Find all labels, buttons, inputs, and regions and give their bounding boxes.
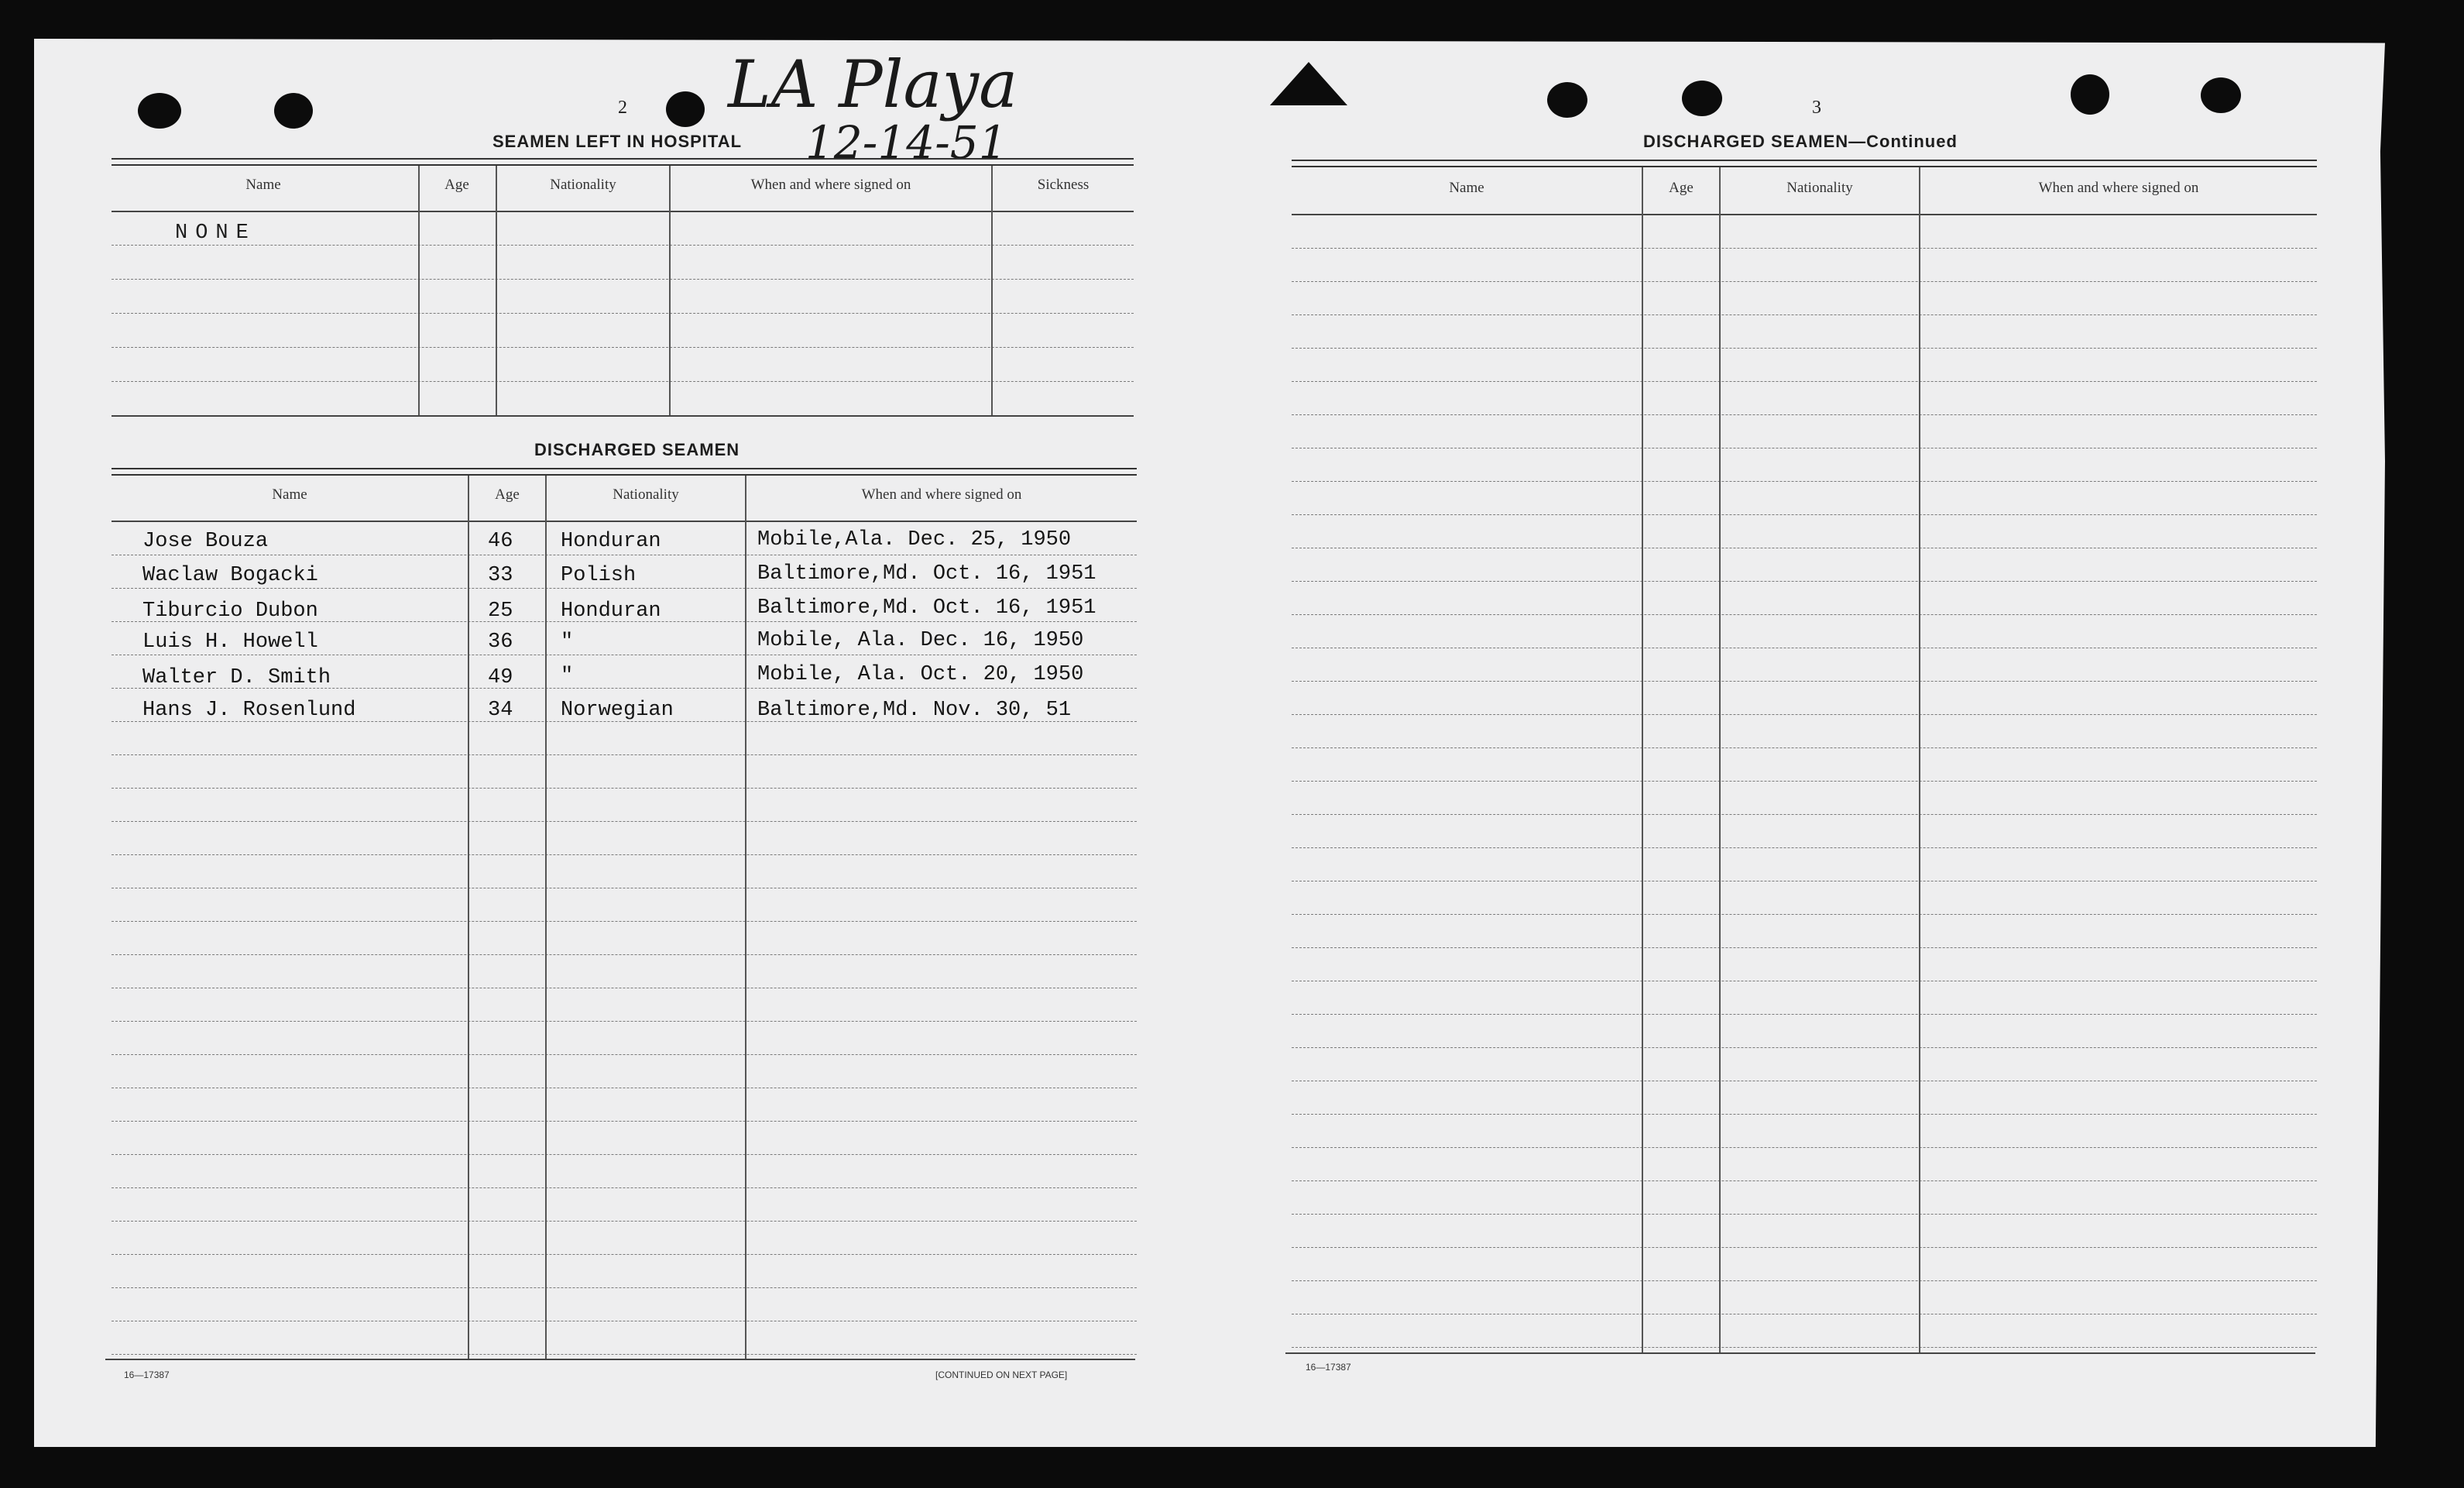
handwritten-ship-name: LA Playa xyxy=(728,46,1018,122)
row-line xyxy=(112,1254,1137,1255)
seaman-nationality: Honduran xyxy=(561,600,661,623)
rule xyxy=(112,158,1134,166)
seaman-nationality: " xyxy=(561,665,574,688)
row-line xyxy=(1292,1247,2317,1248)
rule xyxy=(1292,160,2317,167)
column-header: When and where signed on xyxy=(750,177,911,193)
row-line xyxy=(112,313,1134,314)
row-line xyxy=(112,1354,1137,1355)
row-line xyxy=(112,788,1137,789)
row-line xyxy=(1292,614,2317,615)
column-header: Nationality xyxy=(613,486,679,503)
column-header: Age xyxy=(1669,180,1694,196)
rule xyxy=(112,415,1134,417)
seaman-signed-on: Baltimore,Md. Oct. 16, 1951 xyxy=(757,562,1096,586)
seaman-age: 36 xyxy=(488,631,513,654)
rule xyxy=(112,521,1137,522)
seaman-nationality: Norwegian xyxy=(561,699,674,722)
row-line xyxy=(1292,681,2317,682)
seaman-age: 25 xyxy=(488,600,513,623)
row-line xyxy=(1292,847,2317,848)
punch-hole xyxy=(1547,82,1587,118)
row-line xyxy=(112,1121,1137,1122)
seaman-name: Luis H. Howell xyxy=(142,631,318,654)
seaman-age: 34 xyxy=(488,699,513,722)
row-line xyxy=(1292,947,2317,948)
row-line xyxy=(1292,747,2317,748)
row-line xyxy=(1292,714,2317,715)
seaman-signed-on: Mobile,Ala. Dec. 25, 1950 xyxy=(757,528,1072,552)
seaman-age: 49 xyxy=(488,666,513,689)
seaman-name: Walter D. Smith xyxy=(142,666,331,689)
row-line xyxy=(1292,1114,2317,1115)
column-header: Age xyxy=(495,486,520,503)
punch-hole xyxy=(2071,74,2109,115)
column-divider xyxy=(468,476,469,1359)
seaman-nationality: Honduran xyxy=(561,530,661,553)
seaman-signed-on: Baltimore,Md. Oct. 16, 1951 xyxy=(757,596,1096,620)
discharged-title: DISCHARGED SEAMEN xyxy=(534,440,740,459)
row-line xyxy=(112,1054,1137,1055)
column-header: Nationality xyxy=(550,177,616,193)
none-entry: NONE xyxy=(175,222,256,245)
row-line xyxy=(1292,781,2317,782)
row-line xyxy=(112,279,1134,280)
rule xyxy=(112,468,1137,476)
column-divider xyxy=(745,476,746,1359)
seaman-name: Waclaw Bogacki xyxy=(142,564,318,587)
document-sheet xyxy=(34,39,2385,1447)
row-line xyxy=(1292,581,2317,582)
column-divider xyxy=(669,166,671,415)
row-line xyxy=(1292,1147,2317,1148)
page-number: 2 xyxy=(618,98,627,118)
handwritten-date: 12-14-51 xyxy=(805,116,1007,169)
torn-corner xyxy=(1270,62,1347,105)
rule xyxy=(112,211,1134,212)
column-header: Name xyxy=(272,486,307,503)
punch-hole xyxy=(666,91,705,127)
punch-hole xyxy=(2201,77,2241,113)
seaman-nationality: Polish xyxy=(561,564,637,587)
rule xyxy=(105,1359,1135,1360)
row-line xyxy=(1292,348,2317,349)
row-line xyxy=(1292,1047,2317,1048)
column-header: When and where signed on xyxy=(2038,180,2199,196)
punch-hole xyxy=(1682,81,1722,116)
row-line xyxy=(112,588,1137,589)
row-line xyxy=(1292,1014,2317,1015)
column-header: Name xyxy=(245,177,281,193)
seaman-signed-on: Baltimore,Md. Nov. 30, 51 xyxy=(757,699,1072,722)
column-divider xyxy=(1919,167,1920,1352)
form-number: 16—17387 xyxy=(1306,1362,1351,1373)
row-line xyxy=(112,821,1137,822)
row-line xyxy=(112,347,1134,348)
seaman-nationality: " xyxy=(561,631,574,654)
row-line xyxy=(1292,248,2317,249)
seaman-name: Jose Bouza xyxy=(142,530,269,553)
row-line xyxy=(1292,1347,2317,1348)
row-line xyxy=(1292,514,2317,515)
column-header: Sickness xyxy=(1037,177,1090,193)
row-line xyxy=(112,1154,1137,1155)
punch-hole xyxy=(274,93,313,129)
seaman-age: 33 xyxy=(488,564,513,587)
column-divider xyxy=(418,166,420,415)
continued-note: [CONTINUED ON NEXT PAGE] xyxy=(935,1369,1068,1380)
punch-hole xyxy=(138,93,181,129)
row-line xyxy=(1292,1180,2317,1181)
row-line xyxy=(1292,281,2317,282)
row-line xyxy=(1292,914,2317,915)
row-line xyxy=(112,1287,1137,1288)
row-line xyxy=(1292,414,2317,415)
row-line xyxy=(112,1021,1137,1022)
seaman-signed-on: Mobile, Ala. Dec. 16, 1950 xyxy=(757,629,1084,652)
seaman-signed-on: Mobile, Ala. Oct. 20, 1950 xyxy=(757,663,1084,686)
column-divider xyxy=(1642,167,1643,1352)
row-line xyxy=(112,854,1137,855)
row-line xyxy=(112,954,1137,955)
row-line xyxy=(1292,1280,2317,1281)
hospital-title: SEAMEN LEFT IN HOSPITAL xyxy=(492,132,743,151)
row-line xyxy=(112,245,1134,246)
row-line xyxy=(112,1221,1137,1222)
row-line xyxy=(112,1187,1137,1188)
discharged-continued-title: DISCHARGED SEAMEN—Continued xyxy=(1643,132,1958,151)
column-divider xyxy=(496,166,497,415)
row-line xyxy=(112,921,1137,922)
column-header: Age xyxy=(444,177,469,193)
row-line xyxy=(1292,481,2317,482)
seaman-age: 46 xyxy=(488,530,513,553)
seaman-name: Hans J. Rosenlund xyxy=(142,699,356,722)
row-line xyxy=(1292,314,2317,315)
rule xyxy=(1285,1352,2315,1354)
column-header: Name xyxy=(1449,180,1484,196)
rule xyxy=(1292,214,2317,215)
row-line xyxy=(1292,381,2317,382)
column-header: When and where signed on xyxy=(861,486,1022,503)
seaman-name: Tiburcio Dubon xyxy=(142,600,318,623)
row-line xyxy=(112,754,1137,755)
column-divider xyxy=(1719,167,1721,1352)
page-number: 3 xyxy=(1812,98,1821,118)
form-number: 16—17387 xyxy=(124,1369,170,1380)
column-divider xyxy=(545,476,547,1359)
row-line xyxy=(112,381,1134,382)
row-line xyxy=(1292,1214,2317,1215)
column-divider xyxy=(991,166,993,415)
column-header: Nationality xyxy=(1786,180,1853,196)
row-line xyxy=(1292,814,2317,815)
